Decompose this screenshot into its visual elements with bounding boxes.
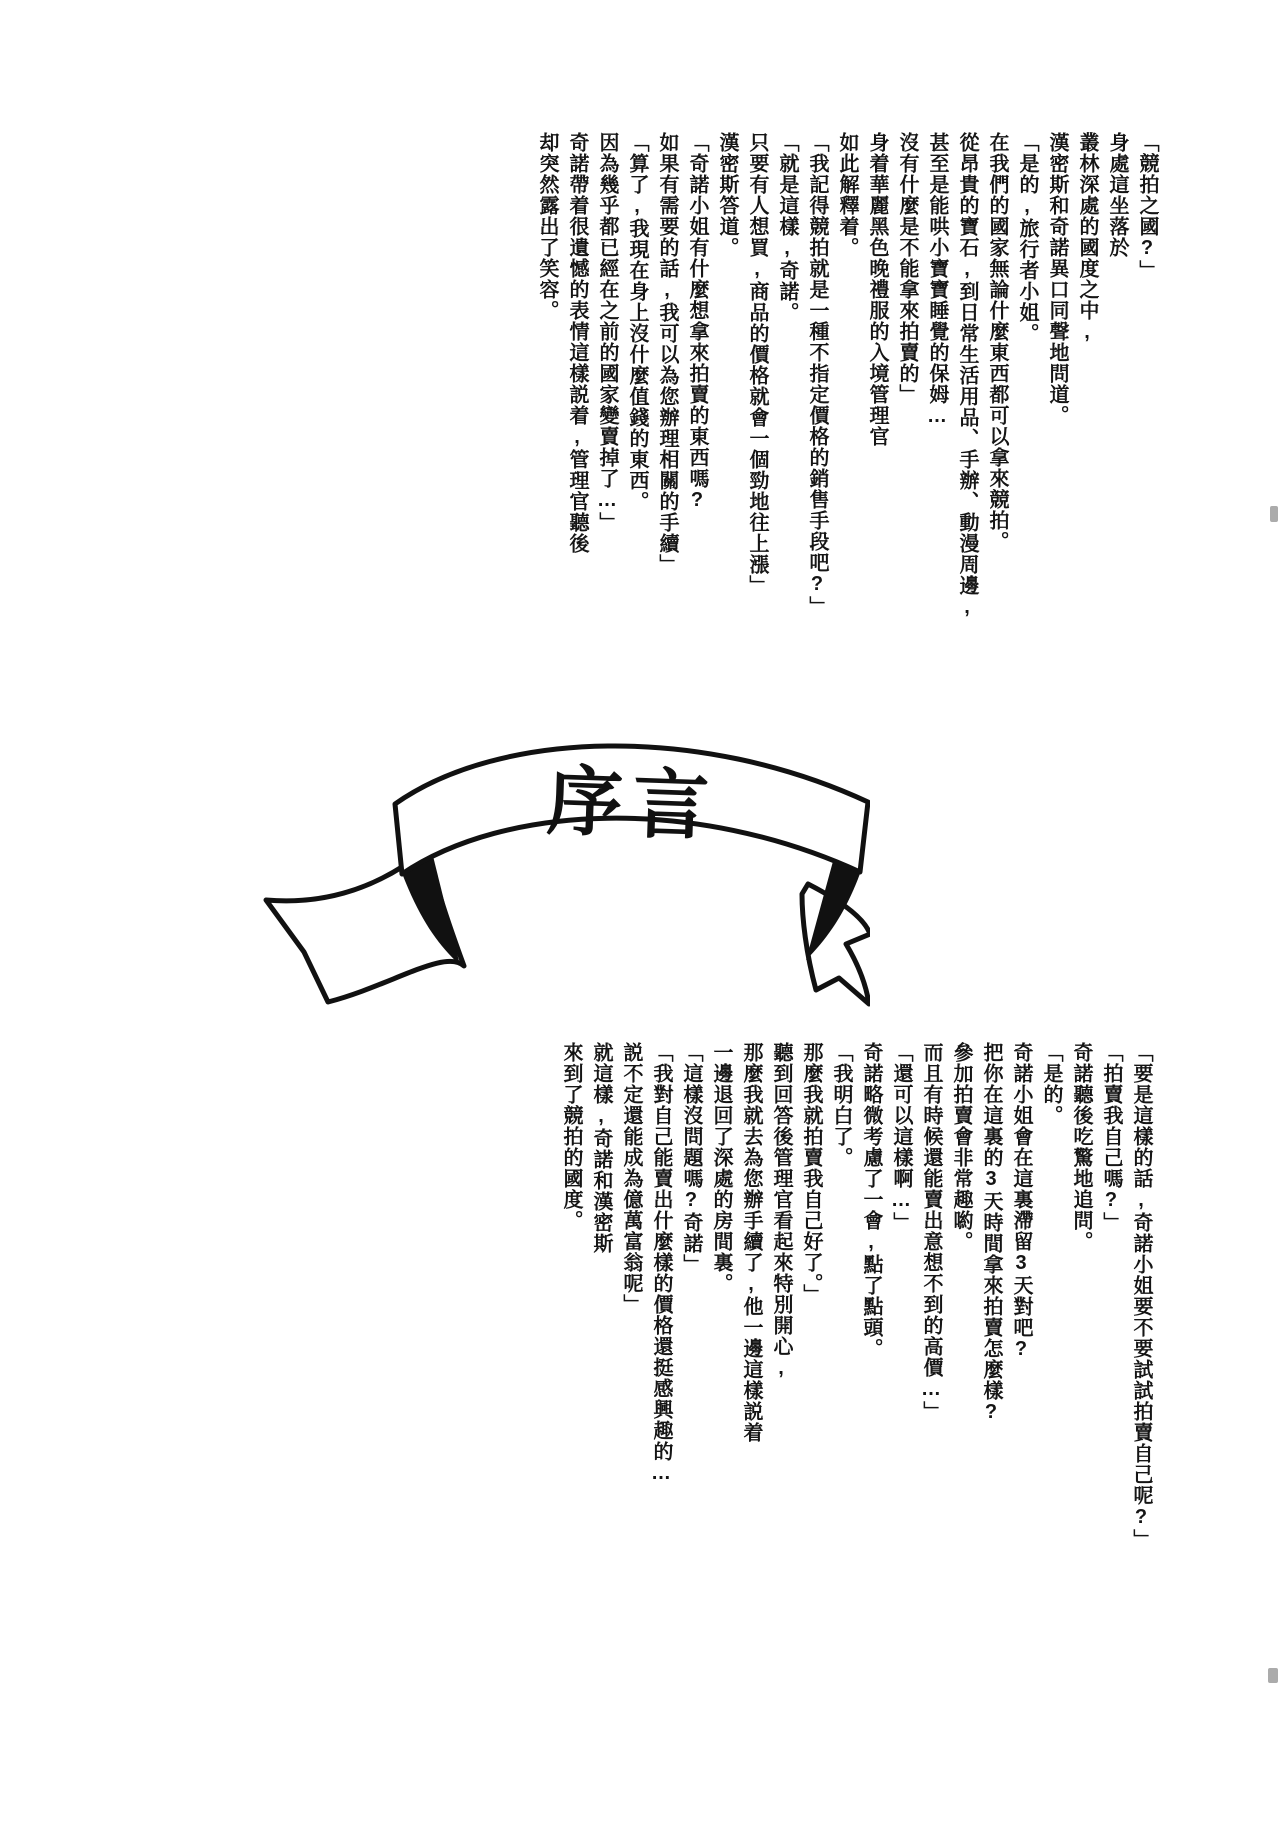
- text-line: 甚至是能哄小寶寶睡覺的保姆…: [926, 132, 948, 428]
- text-line: 「我對自己能賣出什麼樣的價格還挺感興趣的…: [650, 1042, 672, 1485]
- text-line: 奇諾帶着很遺憾的表情這樣説着,管理官聽後: [566, 132, 588, 554]
- preface-ribbon-banner: [250, 738, 870, 1016]
- text-line: 那麼我就拍賣我自己好了。」: [800, 1042, 822, 1305]
- text-line: 奇諾聽後吃驚地追問。: [1070, 1042, 1092, 1252]
- text-line: 奇諾小姐會在這裏滯留3天對吧?: [1010, 1042, 1032, 1361]
- text-line: 説不定還能成為億萬富翁呢」: [620, 1042, 642, 1315]
- text-line: 「就是這樣,奇諾。: [776, 132, 798, 323]
- text-line: 那麼我就去為您辦手續了,他一邊這樣説着: [740, 1042, 762, 1443]
- text-line: 身處這坐落於: [1106, 132, 1128, 258]
- preface-bottom-text: [86, 1042, 1156, 1572]
- text-line: 「奇諾小姐有什麼想拿來拍賣的東西嗎?: [686, 132, 708, 512]
- page-edge-scan-mark: [1270, 506, 1278, 522]
- text-line: 漢密斯和奇諾異口同聲地問道。: [1046, 132, 1068, 426]
- ribbon-illustration: [250, 738, 870, 1016]
- text-line: 一邊退回了深處的房間裏。: [710, 1042, 732, 1294]
- text-line: 「我記得競拍就是一種不指定價格的銷售手段吧?」: [806, 132, 828, 617]
- text-line: 「是的。: [1040, 1042, 1062, 1126]
- preface-top-text: [72, 132, 1162, 677]
- text-line: 聽到回答後管理官看起來特別開心,: [770, 1042, 792, 1380]
- text-line: 「還可以這樣啊…」: [890, 1042, 912, 1233]
- text-line: 「算了,我現在身上沒什麼值錢的東西。: [626, 132, 648, 512]
- page-edge-scan-mark: [1268, 1668, 1278, 1683]
- text-line: 而且有時候還能賣出意想不到的高價…」: [920, 1042, 942, 1422]
- text-line: 參加拍賣會非常趣喲。: [950, 1042, 972, 1252]
- banner-title: 序言: [545, 756, 721, 851]
- text-line: 「競拍之國?」: [1136, 132, 1158, 281]
- text-line: 「要是這樣的話,奇諾小姐要不要試試拍賣自己呢?」: [1130, 1042, 1152, 1550]
- text-line: 漢密斯答道。: [716, 132, 738, 258]
- text-line: 如果有需要的話,我可以為您辦理相關的手續」: [656, 132, 678, 575]
- text-line: 因為幾乎都已經在之前的國家變賣掉了…」: [596, 132, 618, 533]
- text-line: 身着華麗黑色晚禮服的入境管理官: [866, 132, 888, 447]
- text-line: 叢林深處的國度之中,: [1076, 132, 1098, 344]
- text-line: 如此解釋着。: [836, 132, 858, 258]
- text-line: 奇諾略微考慮了一會,點了點頭。: [860, 1042, 882, 1359]
- text-line: 「拍賣我自己嗎?」: [1100, 1042, 1122, 1233]
- text-line: 只要有人想買,商品的價格就會一個勁地往上漲」: [746, 132, 768, 596]
- text-line: 從昂貴的寶石,到日常生活用品、手辦、動漫周邊,: [956, 132, 978, 619]
- text-line: 就這樣,奇諾和漢密斯: [590, 1042, 612, 1254]
- text-line: 却突然露出了笑容。: [536, 132, 558, 321]
- text-line: 把你在這裏的3天時間拿來拍賣怎麼樣?: [980, 1042, 1002, 1424]
- text-line: 「是的,旅行者小姐。: [1016, 132, 1038, 344]
- text-line: 沒有什麼是不能拿來拍賣的」: [896, 132, 918, 405]
- text-line: 在我們的國家無論什麼東西都可以拿來競拍。: [986, 132, 1008, 552]
- text-line: 來到了競拍的國度。: [560, 1042, 582, 1231]
- text-line: 「我明白了。: [830, 1042, 852, 1168]
- text-line: 「這樣沒問題嗎?奇諾」: [680, 1042, 702, 1275]
